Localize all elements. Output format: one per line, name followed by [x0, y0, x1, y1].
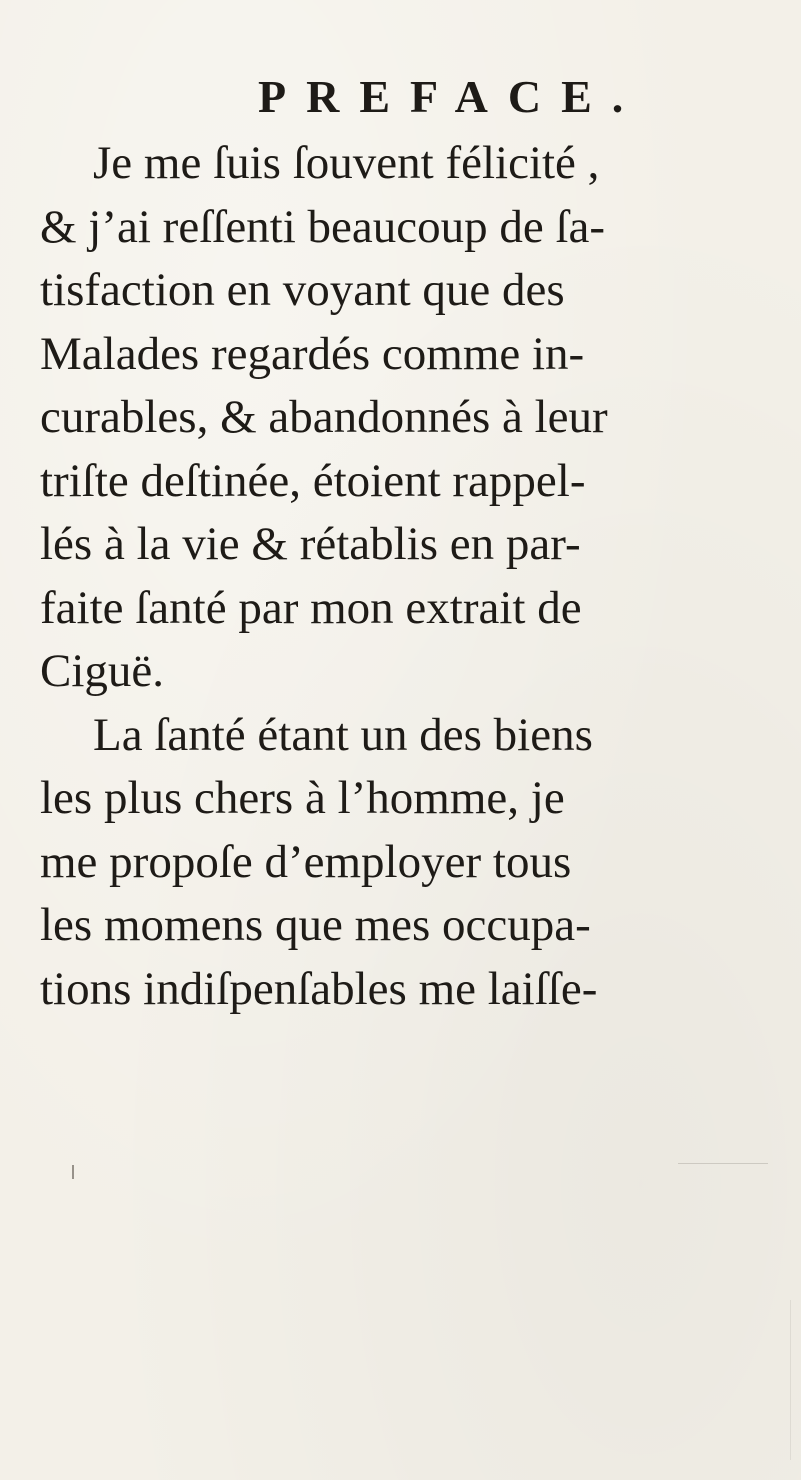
text-line: & j’ai reſſenti beaucoup de ſa- — [40, 200, 606, 253]
text-line: tions indiſpenſables me laiſſe- — [40, 962, 598, 1015]
text-line: triſte deſtinée, étoient rappel- — [40, 454, 586, 507]
text-line: les momens que mes occupa- — [40, 899, 591, 951]
paper-mark — [790, 1300, 791, 1460]
text-line: lés à la vie & rétablis en par- — [40, 518, 581, 570]
text-line: Ciguë. — [40, 645, 165, 697]
text-line: La ſanté étant un des biens — [93, 708, 593, 761]
text-line: Malades regardés comme in- — [40, 327, 585, 380]
text-line: Je me ſuis ſouvent félicité , — [93, 137, 600, 189]
page-text — [40, 132, 760, 1021]
paper-mark — [678, 1163, 768, 1164]
text-line: me propoſe d’employer tous — [40, 835, 572, 888]
text-line: tisfaction en voyant que des — [40, 264, 565, 316]
text-line: les plus chers à l’homme, je — [40, 772, 565, 824]
text-line: curables, & abandonnés à leur — [40, 391, 608, 443]
text-line: faite ſanté par mon extrait de — [40, 581, 582, 634]
page-header: PREFACE. — [258, 71, 644, 122]
paper-mark — [72, 1165, 74, 1179]
